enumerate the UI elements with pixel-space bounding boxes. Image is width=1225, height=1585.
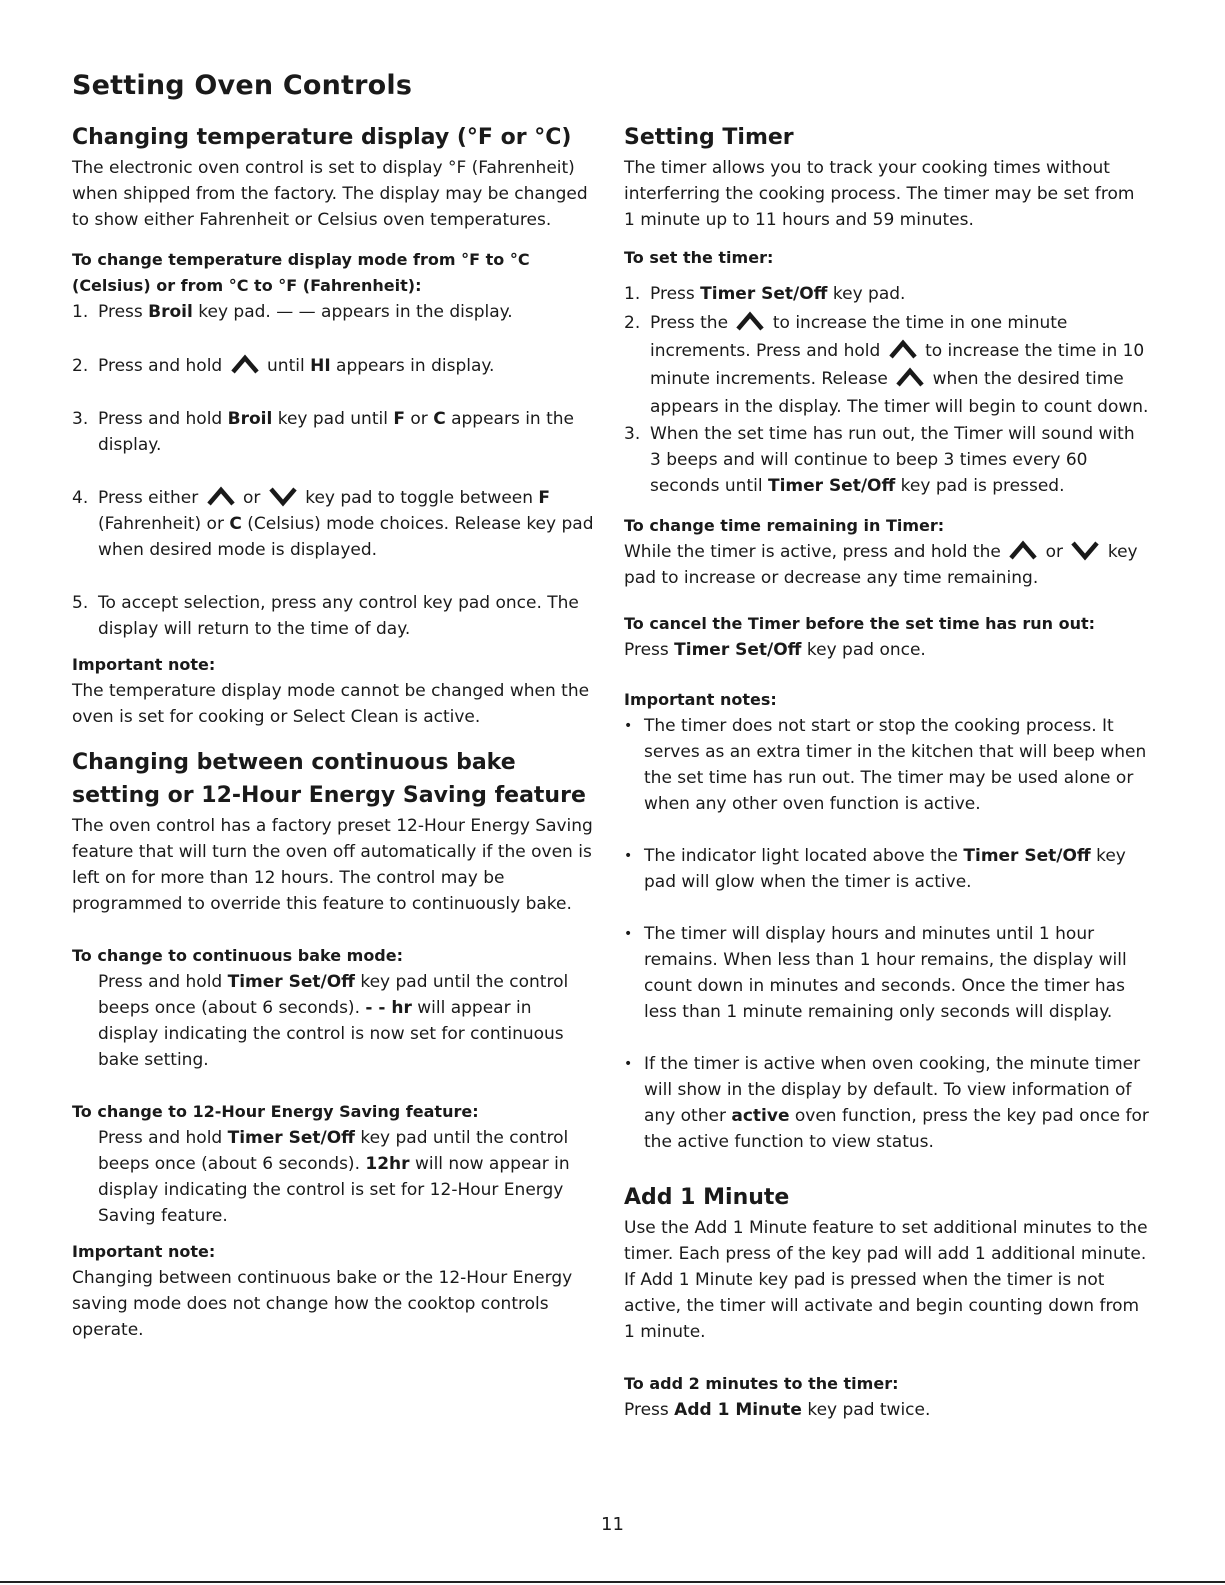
list-item: 4. Press either or key pad to toggle between F (Fahrenheit) or C (Celsius) mode choices. Release key pad when desired mode is displayed.: [72, 485, 597, 563]
page-number: 11: [601, 1514, 624, 1535]
timer-notes-list: [624, 713, 1149, 1155]
left-column: [72, 121, 597, 1343]
cancel-timer-heading: To cancel the Timer before the set time has run out:: [624, 614, 1096, 633]
list-item: 1. Press Broil key pad. — — appears in the display.: [72, 302, 513, 322]
temp-note-text: The temperature display mode cannot be changed when the oven is set for cooking or Select Clean is active.: [72, 681, 590, 727]
temp-note-heading: Important note:: [72, 655, 216, 674]
temp-change-subheading: To change temperature display mode from °F to °C (Celsius) or from °C to °F (Fahrenheit):: [72, 250, 530, 295]
list-item: • The timer does not start or stop the cooking process. It serves as an extra timer in the kitchen that will beep when the set time has run out. The timer may be used alone or when any other oven function is active.: [624, 713, 1149, 817]
energy-intro: The oven control has a factory preset 12-Hour Energy Saving feature that will turn the oven off automatically if the oven is left on for more than 12 hours. The control may be programmed to override this feature to continuously bake.: [72, 816, 593, 914]
continuous-bake-text: Press and hold Timer Set/Off key pad until the control beeps once (about 6 seconds). - - hr will appear in display indicating the control is now set for continuous bake setting.: [98, 972, 569, 1070]
list-item: 3. When the set time has run out, the Timer will sound with 3 beeps and will continue to beep 3 times every 60 seconds until Timer Set/Off key pad is pressed.: [624, 424, 1135, 496]
energy-note-heading: Important note:: [72, 1242, 216, 1261]
right-column: [624, 121, 1149, 1423]
energy-heading: Changing between continuous bake setting or 12-Hour Energy Saving feature: [72, 750, 586, 808]
add-two-minutes-heading: To add 2 minutes to the timer:: [624, 1374, 899, 1393]
timer-notes-heading: Important notes:: [624, 690, 777, 709]
down-arrow-icon: [266, 485, 300, 507]
up-arrow-icon: [733, 310, 767, 332]
bottom-rule: [0, 1581, 1225, 1583]
list-item: 5. To accept selection, press any control key pad once. The display will return to the time of day.: [72, 593, 579, 639]
energy-note-text: Changing between continuous bake or the 12-Hour Energy saving mode does not change how the cooktop controls operate.: [72, 1268, 573, 1340]
list-item: 3. Press and hold Broil key pad until F or C appears in the display.: [72, 409, 575, 455]
up-arrow-icon: [893, 366, 927, 388]
timer-intro: The timer allows you to track your cooking times without interferring the cooking process. The timer may be set from 1 minute up to 11 hours and 59 minutes.: [624, 158, 1135, 230]
timer-heading: Setting Timer: [624, 125, 794, 150]
down-arrow-icon: [1068, 539, 1102, 561]
change-timer-heading: To change time remaining in Timer:: [624, 516, 945, 535]
add-minute-heading: Add 1 Minute: [624, 1185, 790, 1210]
list-item: • If the timer is active when oven cooking, the minute timer will show in the display by default. To view information of any other active oven function, press the key pad once for the active function to view status.: [624, 1051, 1149, 1155]
add-minute-intro: Use the Add 1 Minute feature to set additional minutes to the timer. Each press of the key pad will add 1 additional minute. If Add 1 Minute key pad is pressed when the timer is not active, the timer will activate and begin counting down from 1 minute.: [624, 1218, 1148, 1342]
set-timer-heading: To set the timer:: [624, 248, 774, 267]
page-title: Setting Oven Controls: [72, 70, 413, 101]
temp-steps-list: [72, 299, 597, 642]
change-timer-text: While the timer is active, press and hold the or key pad to increase or decrease any time remaining.: [624, 539, 1149, 591]
up-arrow-icon: [228, 353, 262, 375]
continuous-bake-heading: To change to continuous bake mode:: [72, 946, 404, 965]
up-arrow-icon: [886, 338, 920, 360]
cancel-timer-text: Press Timer Set/Off key pad once.: [624, 640, 926, 660]
timer-steps-list: [624, 281, 1149, 499]
list-item: 2. Press the to increase the time in one minute increments. Press and hold to increase the time in 10 minute increments. Release when the desired time appears in the display. The timer will begin to count down.: [624, 309, 1149, 421]
list-item: • The indicator light located above the Timer Set/Off key pad will glow when the timer is active.: [624, 843, 1149, 895]
list-item: 1. Press Timer Set/Off key pad.: [624, 284, 906, 304]
temp-display-heading: Changing temperature display (°F or °C): [72, 125, 572, 150]
energy-saving-heading: To change to 12-Hour Energy Saving feature:: [72, 1102, 479, 1121]
add-two-minutes-text: Press Add 1 Minute key pad twice.: [624, 1400, 931, 1420]
energy-saving-text: Press and hold Timer Set/Off key pad until the control beeps once (about 6 seconds). 12hr will now appear in display indicating the control is set for 12-Hour Energy Saving feature.: [98, 1128, 570, 1226]
list-item: • The timer will display hours and minutes until 1 hour remains. When less than 1 hour remains, the display will count down in minutes and seconds. Once the timer has less than 1 minute remaining only seconds will display.: [624, 921, 1149, 1025]
list-item: 2. Press and hold until HI appears in display.: [72, 353, 597, 379]
up-arrow-icon: [1006, 539, 1040, 561]
temp-display-intro: The electronic oven control is set to display °F (Fahrenheit) when shipped from the factory. The display may be changed to show either Fahrenheit or Celsius oven temperatures.: [72, 158, 588, 230]
up-arrow-icon: [204, 485, 238, 507]
